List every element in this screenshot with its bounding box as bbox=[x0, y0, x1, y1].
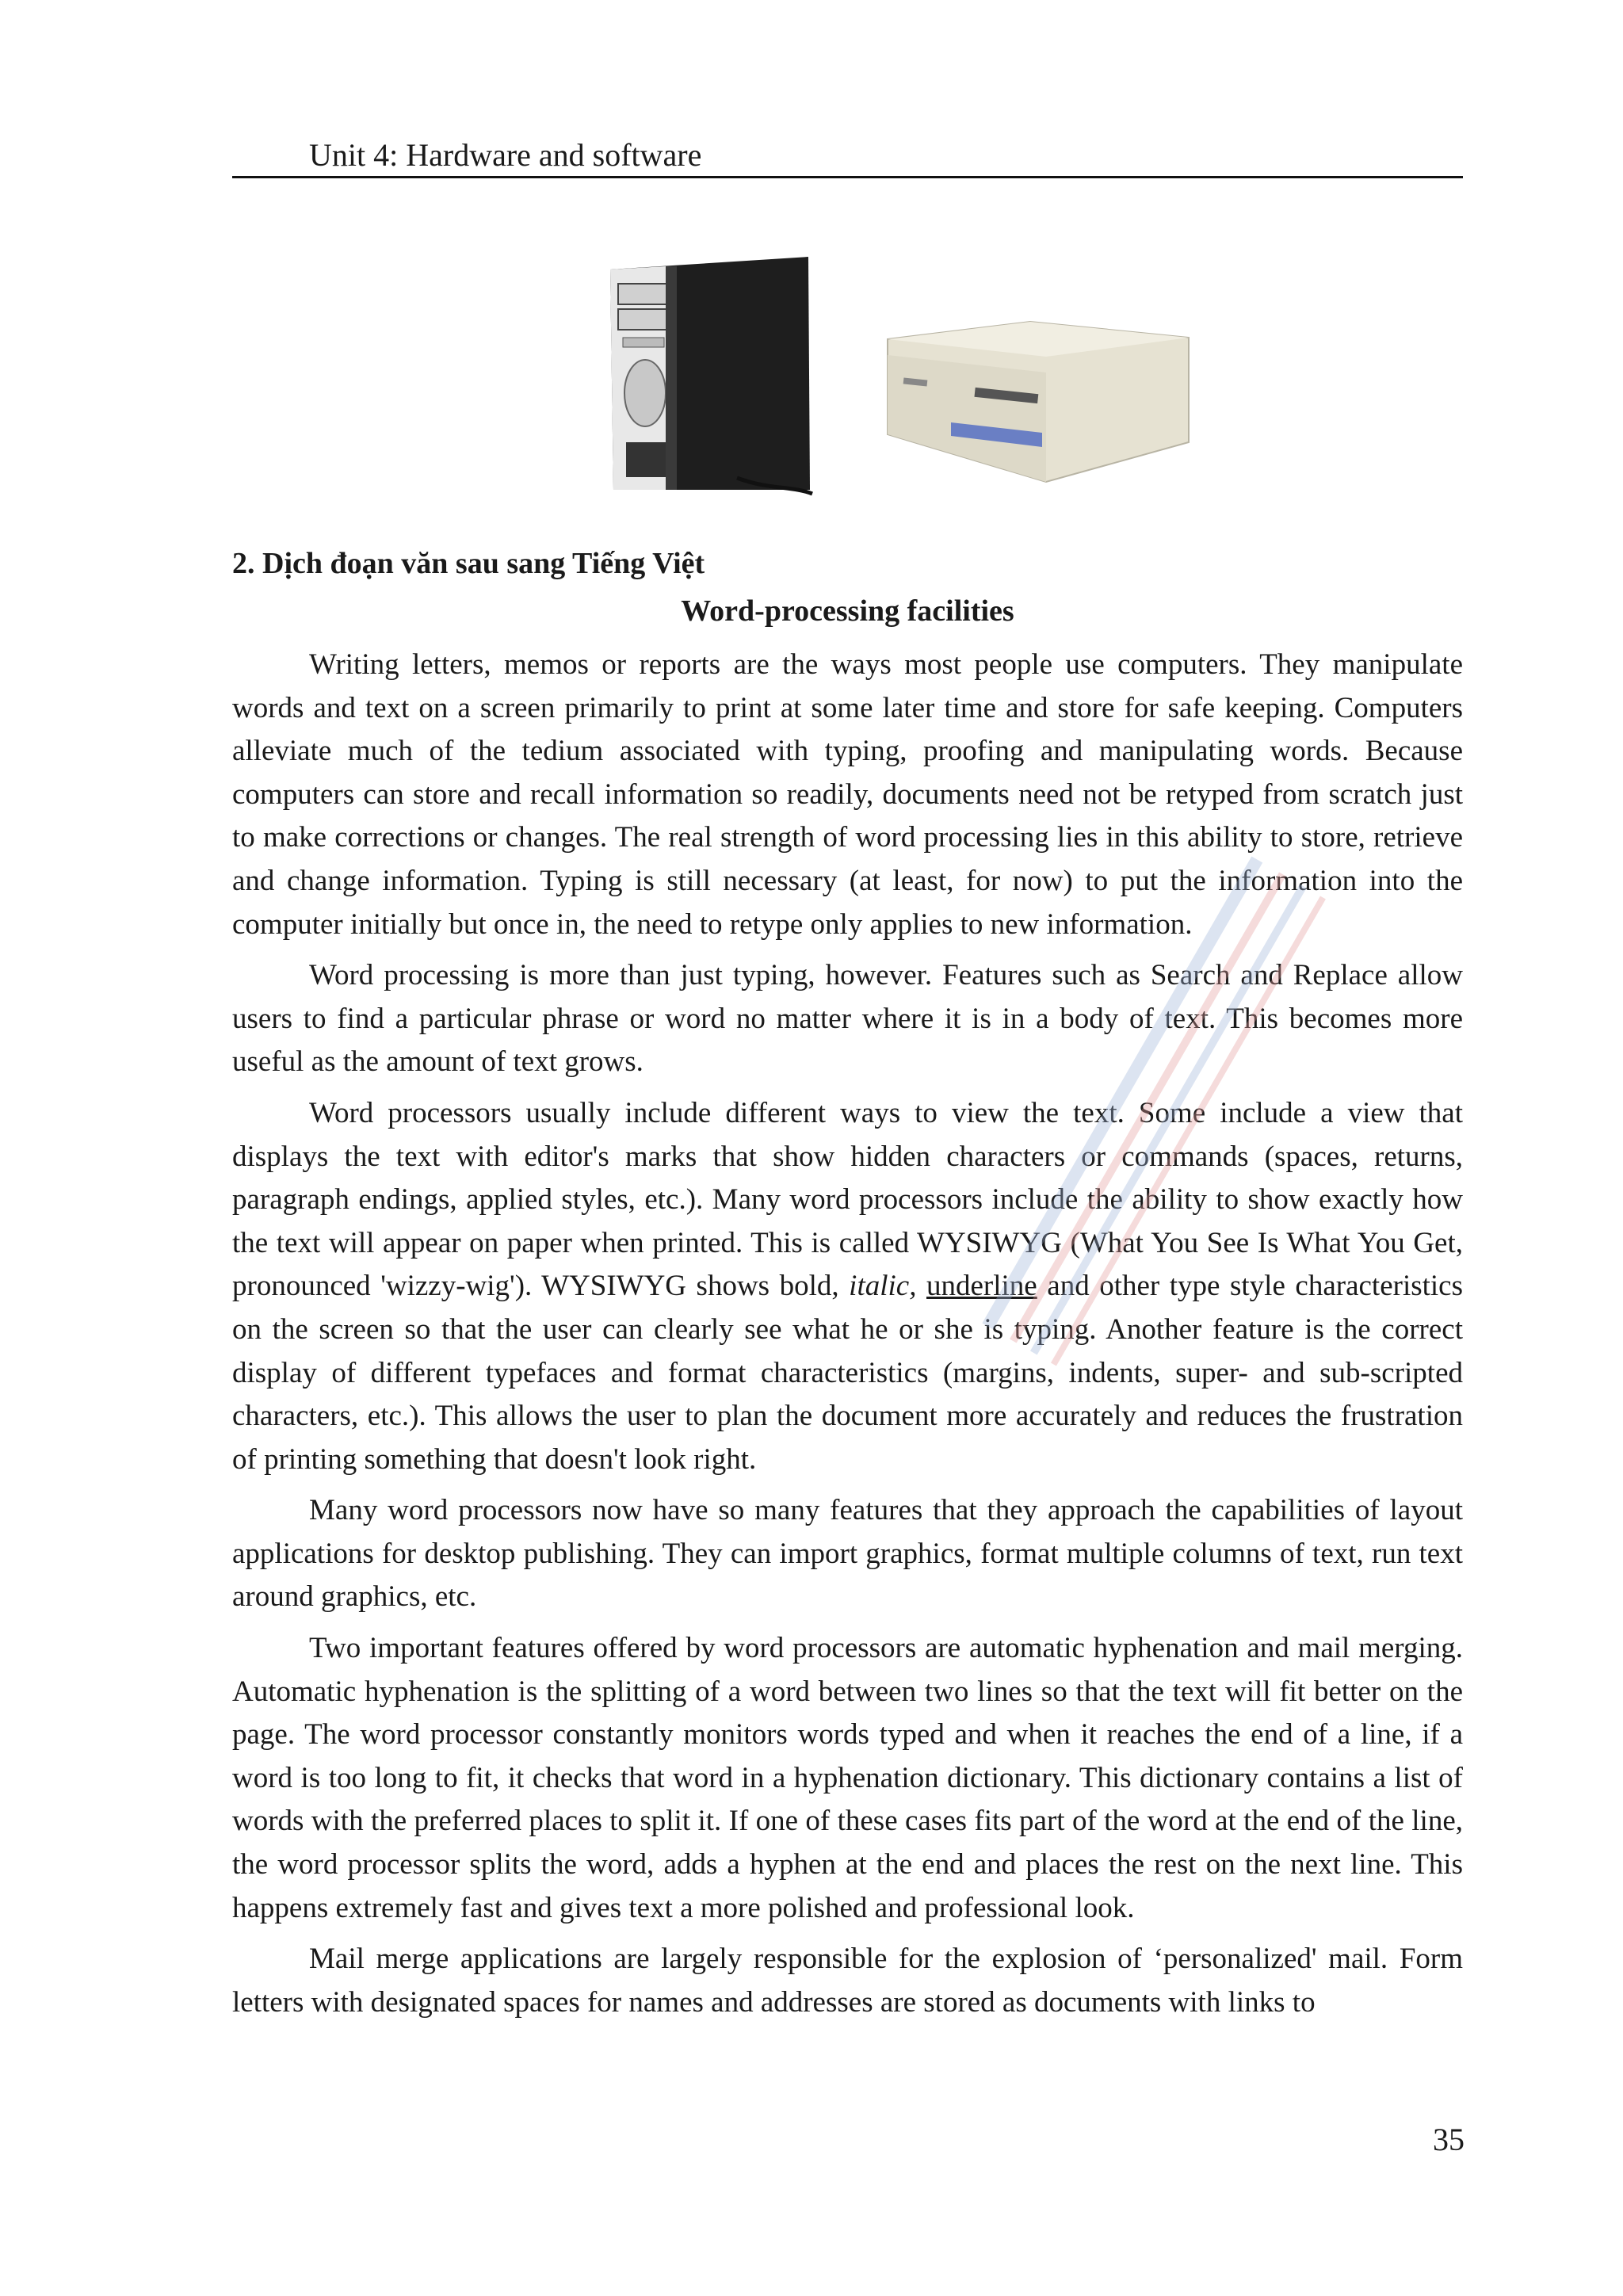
desktop-computer-image bbox=[888, 322, 1189, 482]
paragraph-1: Writing letters, memos or reports are the ways most people use computers. They manipulate words and text on a screen primarily to print at some later time and store for safe keeping. Computers alleviate much of the tedium associated with typing, proofing and manipulating words. Because computers can store and recall information so readily, documents need not be retyped from scratch just to make corrections or changes. The real strength of word processing lies in this ability to store, retrieve and change information. Typing is still necessary (at least, for now) to put the information into the computer initially but once in, the need to retype only applies to new information. bbox=[232, 648, 1463, 941]
running-head: Unit 4: Hardware and software bbox=[309, 137, 702, 173]
paragraph-2: Word processing is more than just typing, however. Features such as Search and Replace allow users to find a particular phrase or word no matter where it is in a body of text. This becomes more useful as the amount of text grows. bbox=[232, 959, 1463, 1079]
tower-computer-image bbox=[610, 257, 812, 494]
paragraph-3-text-b: and other type style characteristics on the screen so that the user can clearly see what he or she is typing. Another feature is the correct display of different typefaces and format characteristics (margins, indents, super- and sub-scripted characters, etc.). This allows the user to plan the document more accurately and reduces the frustration of printing something that doesn't look right. bbox=[232, 1270, 1464, 1476]
paragraph-4: Many word processors now have so many features that they approach the capabilities of layout applications for desktop publishing. They can import graphics, format multiple columns of text, run text around graphics, etc. bbox=[232, 1494, 1463, 1614]
computers-illustration bbox=[602, 252, 1205, 506]
paragraph-6: Mail merge applications are largely responsible for the explosion of ‘personalized' mail. Form letters with designated spaces for names and addresses are stored as documents with links to bbox=[232, 1943, 1463, 2019]
paragraph-3 bbox=[232, 1092, 1463, 1481]
paragraph-3-text-a: Word processors usually include different ways to view the text. Some include a view that displays the text with editor's marks that show hidden characters or commands (spaces, returns, paragraph endings, applied styles, etc.). Many word processors include the ability to show exactly how the text will appear on paper when printed. This is called WYSIWYG (What You See Is What You Get, pronounced 'wizzy-wig'). WYSIWYG shows bold, bbox=[232, 1096, 1463, 1303]
computers-figure bbox=[602, 252, 1205, 506]
underline-sample: underline bbox=[926, 1270, 1037, 1303]
italic-sample: italic, bbox=[849, 1270, 917, 1303]
exercise-heading: 2. Dịch đoạn văn sau sang Tiếng Việt bbox=[232, 547, 705, 580]
page-number: 35 bbox=[1433, 2122, 1465, 2157]
paragraph-5: Two important features offered by word processors are automatic hyphenation and mail merging. Automatic hyphenation is the splitting of a word between two lines so that the text will fit better on the page. The word processor constantly monitors words typed and when it reaches the end of a line, if a word is too long to fit, it checks that word in a hyphenation dictionary. This dictionary contains a list of words with the preferred places to split it. If one of these cases fits part of the word at the end of the line, the word processor splits the word, adds a hyphen at the end and places the rest on the next line. This happens extremely fast and gives text a more polished and professional look. bbox=[232, 1632, 1463, 1924]
passage-body bbox=[232, 644, 1463, 2032]
passage-title: Word-processing facilities bbox=[681, 594, 1014, 628]
header-rule bbox=[232, 176, 1463, 178]
